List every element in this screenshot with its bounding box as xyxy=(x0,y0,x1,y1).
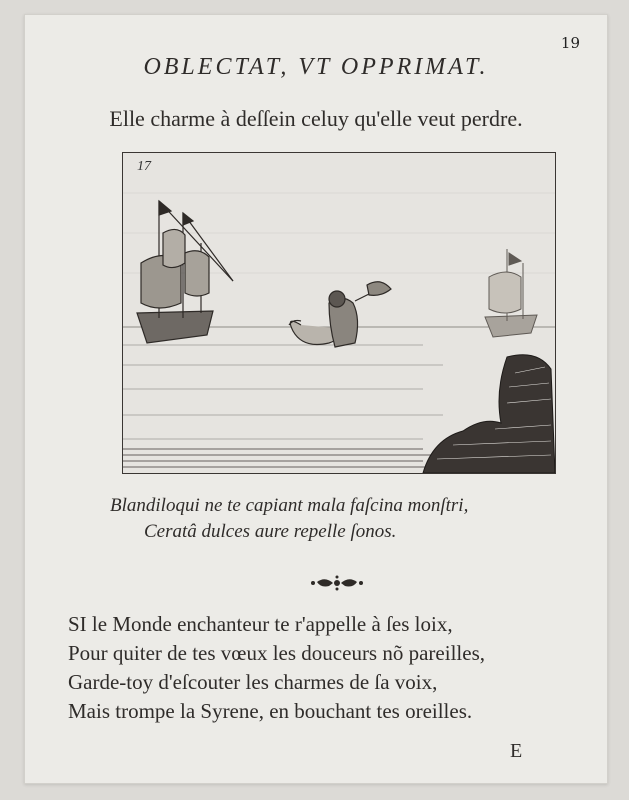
verse-line: Mais trompe la Syrene, en bouchant tes oreilles. xyxy=(68,699,473,723)
page-number: 19 xyxy=(560,34,580,52)
engraving-illustration xyxy=(123,153,555,473)
latin-verse-line: Ceratâ dulces aure repelle ſonos. xyxy=(144,521,397,542)
rocks-icon xyxy=(423,355,555,473)
verse-line: Garde-toy d'eſcouter les charmes de ſa voix, xyxy=(68,670,438,694)
motto-title: OBLECTAT, VT OPPRIMAT. xyxy=(143,54,489,80)
french-verse xyxy=(68,610,485,726)
signature-letter: E xyxy=(510,740,523,762)
fleuron-ornament-icon xyxy=(307,574,367,592)
latin-verse-line: Blandiloqui ne te capiant mala faſcina monſtri, xyxy=(110,495,469,516)
ship-left-icon xyxy=(137,201,233,343)
print-sheet xyxy=(24,14,608,784)
ship-right-icon xyxy=(485,249,537,337)
french-subtitle: Elle charme à deſſein celuy qu'elle veut perdre. xyxy=(109,106,523,131)
engraving-plate xyxy=(122,152,556,474)
verse-line: Pour quiter de tes vœux les douceurs nõ pareilles, xyxy=(68,641,485,665)
latin-verse xyxy=(110,493,468,545)
verse-line: SI le Monde enchanteur te r'appelle à ſes loix, xyxy=(68,612,453,636)
siren-icon xyxy=(289,282,391,347)
plate-number: 17 xyxy=(137,159,151,174)
